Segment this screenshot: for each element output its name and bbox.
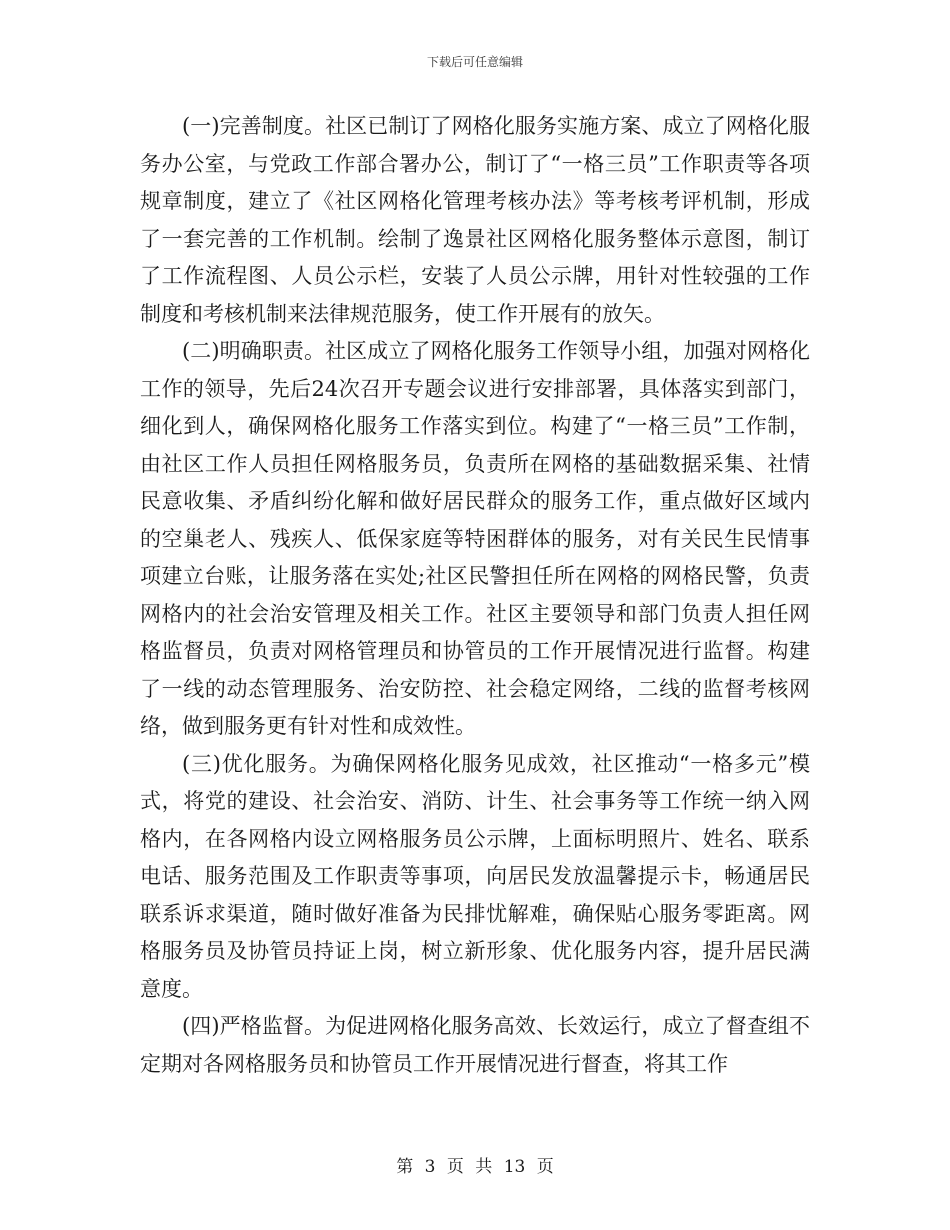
document-body (140, 108, 810, 1083)
paragraph-2: (二)明确职责。社区成立了网格化服务工作领导小组，加强对网格化工作的领导，先后24次召开专题会议进行安排部署，具体落实到部门，细化到人，确保网格化服务工作落实到位。构建了“一格三员”工作制，由社区工作人员担任网格服务员，负责所在网格的基础数据采集、社情民意收集、矛盾纠纷化解和做好居民群众的服务工作，重点做好区域内的空巢老人、残疾人、低保家庭等特困群体的服务，对有关民生民情事项建立台账，让服务落在实处;社区民警担任所在网格的网格民警，负责网格内的社会治安管理及相关工作。社区主要领导和部门负责人担任网格监督员，负责对网格管理员和协管员的工作开展情况进行监督。构建了一线的动态管理服务、治安防控、社会稳定网络，二线的监督考核网络，做到服务更有针对性和成效性。 (140, 339, 810, 738)
paragraph-4: (四)严格监督。为促进网格化服务高效、长效运行，成立了督查组不定期对各网格服务员和协管员工作开展情况进行督查，将其工作 (140, 1014, 810, 1076)
page-header: 下载后可任意编辑 (426, 55, 523, 69)
paragraph-1: (一)完善制度。社区已制订了网格化服务实施方案、成立了网格化服务办公室，与党政工作部合署办公，制订了“一格三员”工作职责等各项规章制度，建立了《社区网格化管理考核办法》等考核考评机制，形成了一套完善的工作机制。绘制了逸景社区网格化服务整体示意图，制订了工作流程图、人员公示栏，安装了人员公示牌，用针对性较强的工作制度和考核机制来法律规范服务，使工作开展有的放矢。 (140, 114, 810, 326)
page-footer: 第 3 页 共 13 页 (396, 1157, 554, 1177)
paragraph-3: (三)优化服务。为确保网格化服务见成效，社区推动“一格多元”模式，将党的建设、社会治安、消防、计生、社会事务等工作统一纳入网格内，在各网格内设立网格服务员公示牌，上面标明照片、姓名、联系电话、服务范围及工作职责等事项，向居民发放温馨提示卡，畅通居民联系诉求渠道，随时做好准备为民排忧解难，确保贴心服务零距离。网格服务员及协管员持证上岗，树立新形象、优化服务内容，提升居民满意度。 (140, 751, 810, 1001)
